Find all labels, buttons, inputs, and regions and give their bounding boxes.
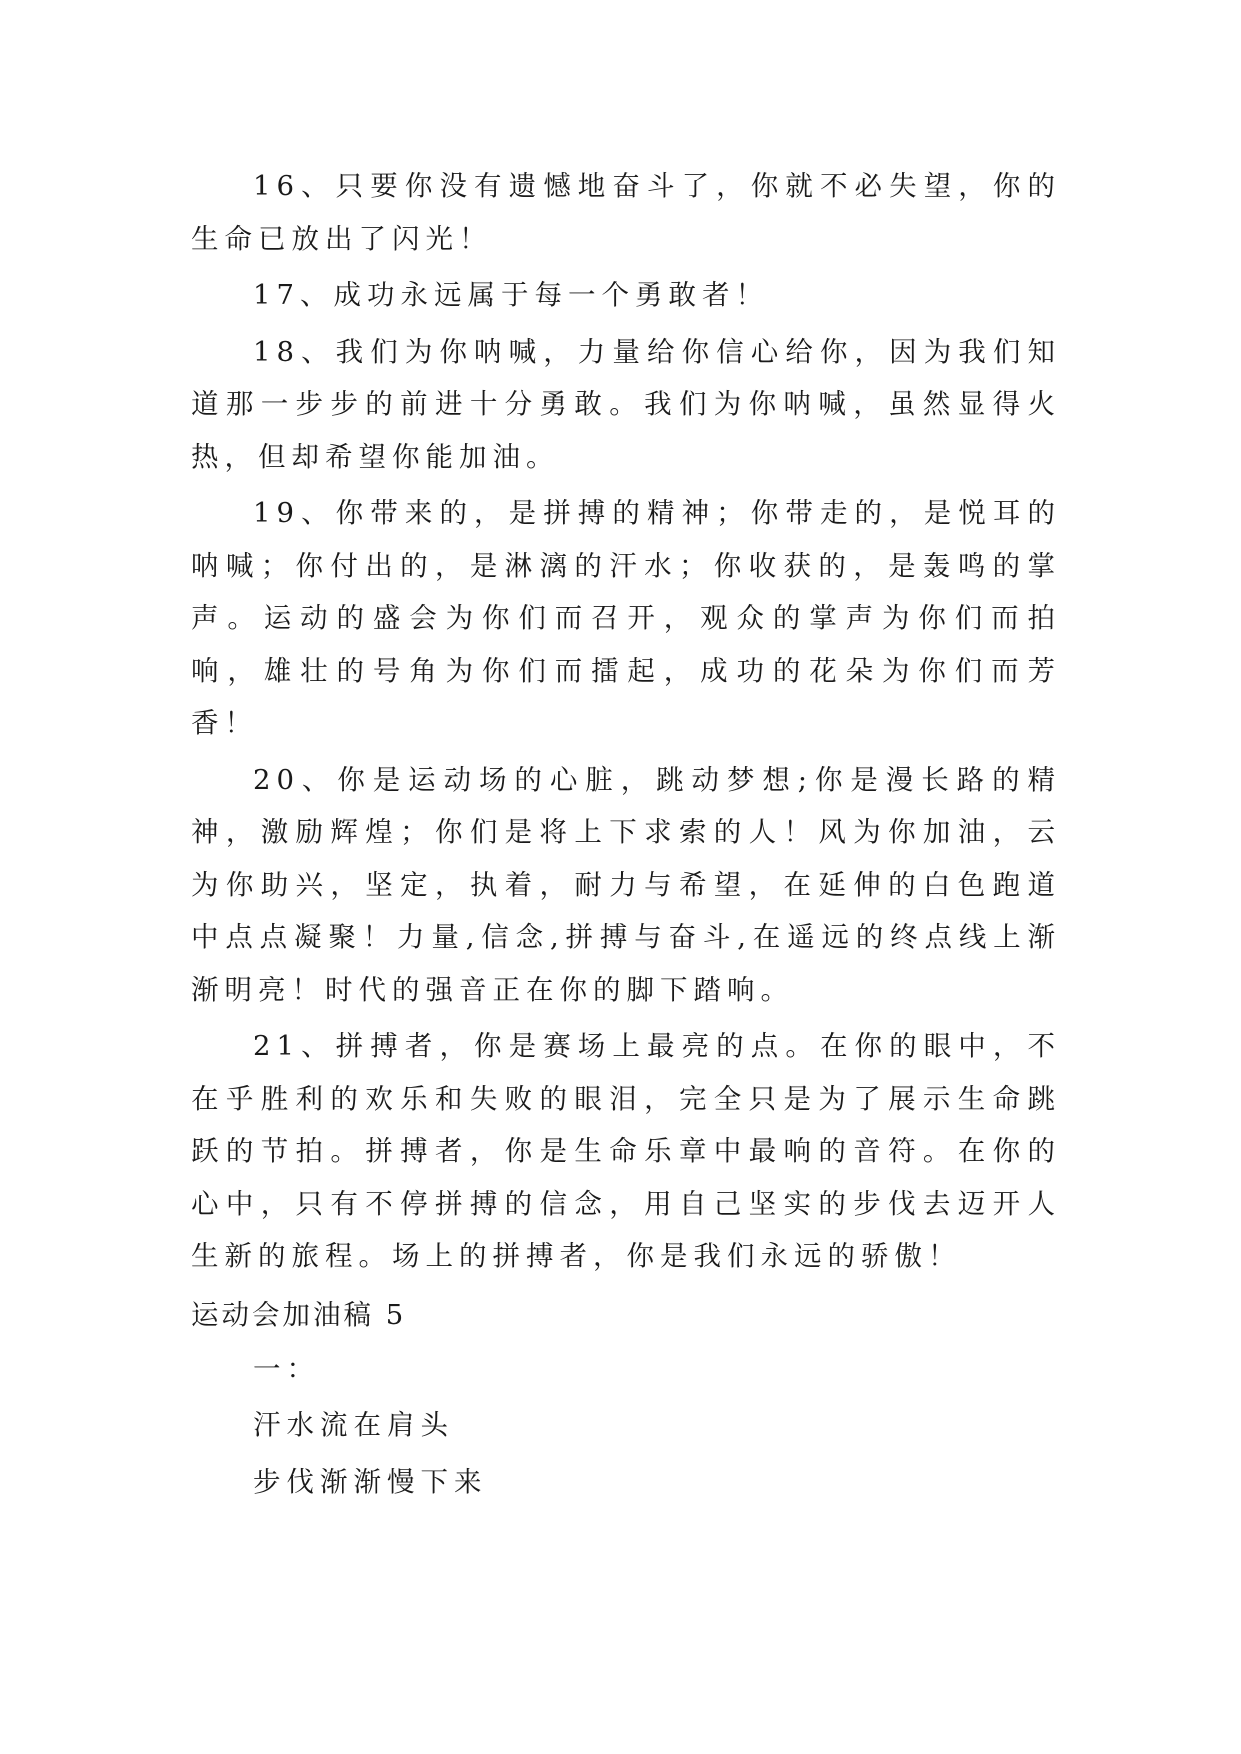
paragraph-21: 21、拼搏者，你是赛场上最亮的点。在你的眼中，不在乎胜利的欢乐和失败的眼泪，完全只是为了展示生命跳跃的节拍。拼搏者，你是生命乐章中最响的音符。在你的心中，只有不停拼搏的信念，用自己坚实的步伐去迈开人生新的旅程。场上的拼搏者，你是我们永远的骄傲！ bbox=[191, 1030, 1061, 1272]
paragraph-16: 16、只要你没有遗憾地奋斗了，你就不必失望，你的生命已放出了闪光！ bbox=[191, 170, 1061, 255]
paragraph-20: 20、你是运动场的心脏，跳动梦想;你是漫长路的精神，激励辉煌；你们是将上下求索的人！风为你加油，云为你助兴，坚定，执着，耐力与希望，在延伸的白色跑道中点点凝聚！力量,信念,拼搏与奋斗,在遥远的终点线上渐渐明亮！时代的强音正在你的脚下踏响。 bbox=[191, 763, 1061, 1006]
poem-line: 一： bbox=[253, 1352, 320, 1385]
document-body bbox=[191, 160, 1061, 1512]
poem-line: 步伐渐渐慢下来 bbox=[253, 1465, 488, 1498]
paragraph-18: 18、我们为你呐喊，力量给你信心给你，因为我们知道那一步步的前进十分勇敢。我们为你呐喊，虽然显得火热，但却希望你能加油。 bbox=[191, 335, 1061, 473]
paragraph-19: 19、你带来的，是拼搏的精神；你带走的，是悦耳的呐喊；你付出的，是淋漓的汗水；你收获的，是轰鸣的掌声。运动的盛会为你们而召开，观众的掌声为你们而拍响，雄壮的号角为你们而擂起，成功的花朵为你们而芳香！ bbox=[191, 497, 1061, 739]
paragraph-17: 17、成功永远属于每一个勇敢者！ bbox=[253, 279, 769, 311]
section-title: 运动会加油稿 5 bbox=[191, 1298, 407, 1331]
poem-line: 汗水流在肩头 bbox=[253, 1409, 454, 1441]
